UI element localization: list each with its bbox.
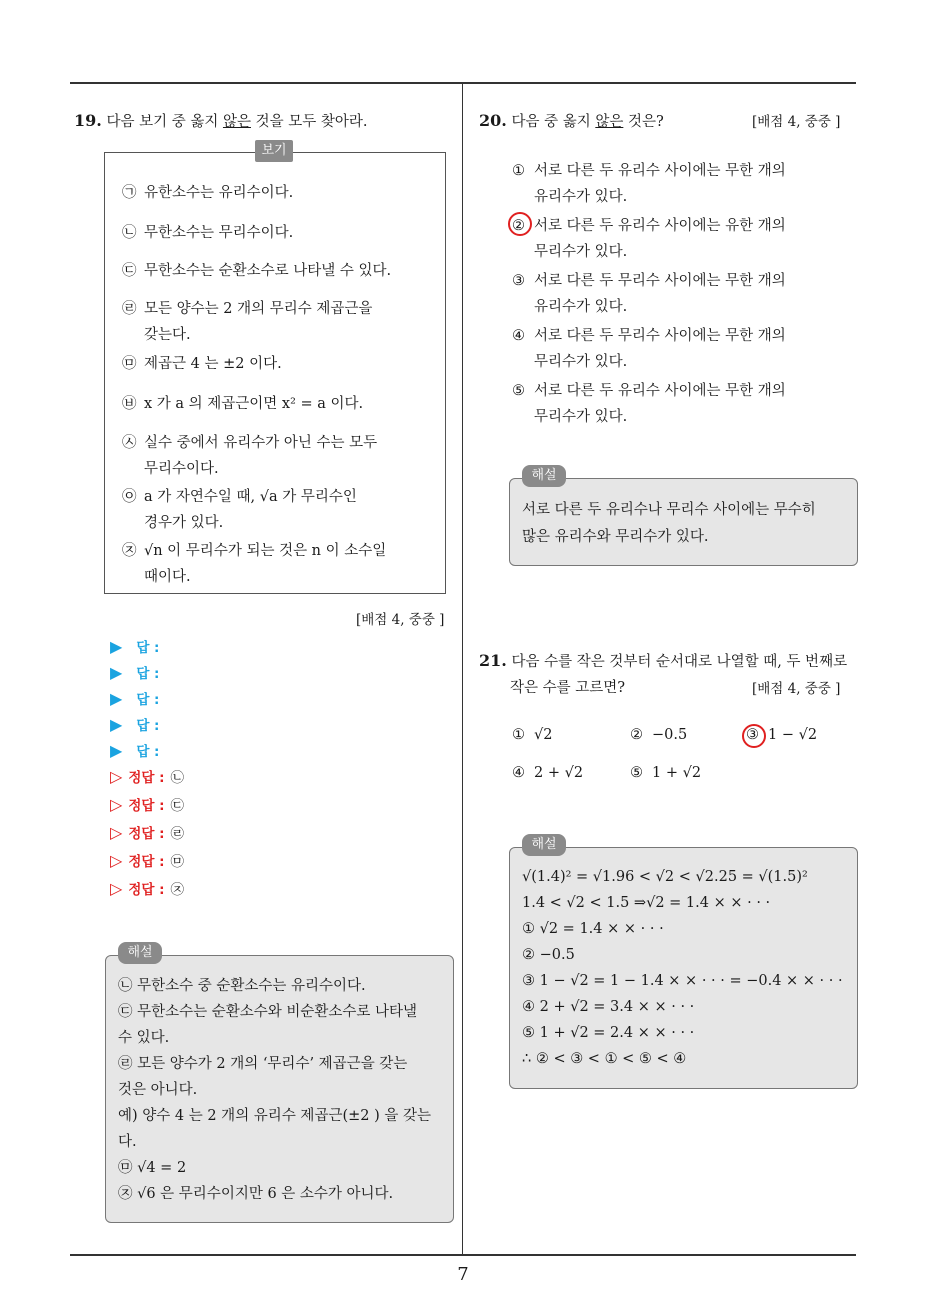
q21-text1: 다음 수를 작은 것부터 순서대로 나열할 때, 두 번째로 [506, 654, 848, 670]
q19-text-post: 것을 모두 찾아라. [250, 114, 368, 130]
q21-option-value: √2 [534, 727, 553, 743]
q20-option-mark: ② [512, 218, 525, 234]
q19-explanation-label: 해설 [118, 942, 162, 964]
bogi-item-mark: ㉢ [122, 263, 137, 279]
solution-label: 정답 : [128, 798, 165, 814]
q19-explanation-line: 것은 아니다. [118, 1082, 198, 1098]
q21-option-value: 1 + √2 [652, 765, 702, 781]
bogi-item-mark: ㉥ [122, 396, 137, 412]
q19-score: [배점 4, 중중 ] [356, 612, 445, 628]
bogi-item-line2: 때이다. [144, 569, 191, 585]
q20-text-pre: 다음 중 옳지 [506, 114, 596, 130]
q20-option-mark: ① [512, 163, 525, 179]
q19-explanation-line: ㉨ √6 은 무리수이지만 6 은 소수가 아니다. [118, 1186, 394, 1202]
bogi-item-mark: ㉨ [122, 543, 137, 559]
solution-value: ㉡ [170, 770, 184, 786]
bogi-item-line1: 무한소수는 순환소수로 나타낼 수 있다. [144, 263, 392, 279]
solution-label: 정답 : [128, 826, 165, 842]
answer-arrow-icon: ▶ [110, 741, 123, 760]
q20-question [479, 110, 664, 131]
bogi-item-mark: ㉦ [122, 435, 137, 451]
solution-value: ㉨ [170, 882, 184, 898]
q20-option-line1: 서로 다른 두 유리수 사이에는 유한 개의 [534, 218, 786, 234]
q21-selected-circle [742, 724, 766, 748]
answer-arrow-icon: ▶ [110, 715, 123, 734]
answer-arrow-icon: ▶ [110, 637, 123, 656]
q20-score: [배점 4, 중중 ] [752, 114, 841, 130]
q20-explanation-label: 해설 [522, 465, 566, 487]
q21-option-value: 2 + √2 [534, 765, 584, 781]
q19-explanation-line: 다. [118, 1134, 137, 1150]
q19-text-pre: 다음 보기 중 옳지 [101, 114, 223, 130]
q21-option-mark: ① [512, 727, 525, 743]
bogi-item-line1: x 가 a 의 제곱근이면 x² = a 이다. [144, 396, 364, 412]
solution-label: 정답 : [128, 882, 165, 898]
solution-value: ㉣ [170, 826, 184, 842]
q20-option-line2: 무리수가 있다. [534, 409, 628, 425]
q20-explanation-line: 많은 유리수와 무리수가 있다. [522, 529, 709, 545]
answer-arrow-icon: ▶ [110, 689, 123, 708]
bogi-item [122, 351, 282, 377]
bogi-item-line1: √n 이 무리수가 되는 것은 n 이 소수일 [144, 543, 387, 559]
bogi-item-line1: 제곱근 4 는 ±2 이다. [144, 356, 282, 372]
q19-question [74, 110, 367, 131]
q20-explanation-line: 서로 다른 두 유리수나 무리수 사이에는 무수히 [522, 502, 816, 518]
bogi-item-line2: 무리수이다. [144, 461, 219, 477]
q21-explanation-line: ④ 2 + √2 = 3.4 × × · · · [522, 999, 695, 1015]
solution-value: ㉤ [170, 854, 184, 870]
bogi-item [122, 220, 293, 246]
q19-number: 19. [74, 111, 102, 130]
q20-option [512, 268, 786, 320]
solution-row [110, 878, 184, 898]
q21-explanation-line: √(1.4)² = √1.96 < √2 < √2.25 = √(1.5)² [522, 869, 808, 885]
bogi-item-line1: 모든 양수는 2 개의 무리수 제곱근을 [144, 301, 373, 317]
bottom-rule [70, 1254, 856, 1256]
q20-option-line1: 서로 다른 두 유리수 사이에는 무한 개의 [534, 383, 786, 399]
solution-row [110, 822, 184, 842]
q21-explanation-line: ① √2 = 1.4 × × · · · [522, 921, 664, 937]
q21-option [630, 762, 701, 784]
q21-number: 21. [479, 651, 507, 670]
solution-arrow-icon: ▷ [110, 767, 123, 786]
q20-option-line2: 무리수가 있다. [534, 244, 628, 260]
q21-question-line1 [479, 650, 847, 671]
bogi-item-mark: ㉡ [122, 225, 137, 241]
q21-score: [배점 4, 중중 ] [752, 681, 841, 697]
solution-label: 정답 : [128, 770, 165, 786]
bogi-item [122, 391, 363, 417]
solution-arrow-icon: ▷ [110, 823, 123, 842]
q21-option [512, 762, 583, 784]
answer-arrow-icon: ▶ [110, 663, 123, 682]
q19-explanation-line: ㉤ √4 = 2 [118, 1160, 187, 1176]
q21-explanation-line: ∴ ② < ③ < ① < ⑤ < ④ [522, 1051, 687, 1067]
q21-explanation-line: ② −0.5 [522, 947, 575, 963]
q21-option-mark: ④ [512, 765, 525, 781]
bogi-item-line1: 유한소수는 유리수이다. [144, 185, 294, 201]
q21-explanation-line: ⑤ 1 + √2 = 2.4 × × · · · [522, 1025, 695, 1041]
bogi-item-mark: ㉧ [122, 489, 137, 505]
bogi-item-mark: ㉤ [122, 356, 137, 372]
bogi-item [122, 430, 377, 482]
bogi-item-line2: 갖는다. [144, 327, 191, 343]
q20-selected-circle [508, 212, 532, 236]
bogi-item-line1: a 가 자연수일 때, √a 가 무리수인 [144, 489, 357, 505]
answer-label: 답 : [136, 718, 160, 734]
q21-option-mark: ② [630, 727, 643, 743]
q20-option [512, 213, 786, 265]
q20-option [512, 323, 786, 375]
q19-explanation-line: ㉡ 무한소수 중 순환소수는 유리수이다. [118, 978, 366, 994]
q20-option-line2: 유리수가 있다. [534, 299, 628, 315]
solution-row [110, 766, 184, 786]
q21-option-value: −0.5 [652, 727, 688, 743]
page-number: 7 [457, 1264, 469, 1285]
q19-explanation-line: 예) 양수 4 는 2 개의 유리수 제곱근(±2 ) 을 갖는 [118, 1108, 431, 1124]
solution-label: 정답 : [128, 854, 165, 870]
solution-arrow-icon: ▷ [110, 879, 123, 898]
q20-option-mark: ⑤ [512, 383, 525, 399]
q19-text-underlined: 않은 [222, 114, 251, 130]
bogi-item [122, 296, 372, 348]
answer-label: 답 : [136, 666, 160, 682]
q20-option [512, 378, 786, 430]
answer-row [110, 662, 159, 682]
bogi-item [122, 258, 391, 284]
q20-option-mark: ④ [512, 328, 525, 344]
q21-option [512, 724, 552, 746]
q21-explanation-label: 해설 [522, 834, 566, 856]
q20-text-post: 것은? [623, 114, 664, 130]
q20-option-line2: 무리수가 있다. [534, 354, 628, 370]
bogi-item-line2: 경우가 있다. [144, 515, 224, 531]
answer-row [110, 688, 159, 708]
solution-value: ㉢ [170, 798, 184, 814]
answer-label: 답 : [136, 744, 160, 760]
answer-label: 답 : [136, 692, 160, 708]
q20-explanation-box [509, 478, 858, 566]
q21-option-mark: ⑤ [630, 765, 643, 781]
answer-label: 답 : [136, 640, 160, 656]
answer-row [110, 636, 159, 656]
q20-number: 20. [479, 111, 507, 130]
bogi-item [122, 180, 293, 206]
bogi-item [122, 484, 357, 536]
bogi-label: 보기 [255, 140, 293, 162]
bogi-item-mark: ㉠ [122, 185, 137, 201]
bogi-item-line1: 무한소수는 무리수이다. [144, 225, 294, 241]
solution-row [110, 850, 184, 870]
q20-option [512, 158, 786, 210]
q20-option-line1: 서로 다른 두 무리수 사이에는 무한 개의 [534, 273, 786, 289]
q19-explanation-line: ㉣ 모든 양수가 2 개의 ‘무리수’ 제곱근을 갖는 [118, 1056, 408, 1072]
solution-arrow-icon: ▷ [110, 795, 123, 814]
q21-explanation-line: ③ 1 − √2 = 1 − 1.4 × × · · · = −0.4 × × · · · [522, 973, 843, 989]
q20-option-line2: 유리수가 있다. [534, 189, 628, 205]
q20-text-underlined: 않은 [595, 114, 624, 130]
answer-row [110, 740, 159, 760]
q21-question-line2: 작은 수를 고르면? [510, 680, 626, 696]
q20-option-line1: 서로 다른 두 무리수 사이에는 무한 개의 [534, 328, 786, 344]
bogi-item [122, 538, 386, 590]
q20-option-mark: ③ [512, 273, 525, 289]
solution-arrow-icon: ▷ [110, 851, 123, 870]
q19-explanation-line: 수 있다. [118, 1030, 170, 1046]
bogi-item-mark: ㉣ [122, 301, 137, 317]
q21-explanation-line: 1.4 < √2 < 1.5 ⇒√2 = 1.4 × × · · · [522, 895, 771, 911]
q20-option-line1: 서로 다른 두 유리수 사이에는 무한 개의 [534, 163, 786, 179]
q21-option-value: 1 − √2 [768, 727, 818, 743]
column-divider [462, 82, 463, 1254]
q21-option-mark: ③ [746, 727, 759, 743]
q19-explanation-line: ㉢ 무한소수는 순환소수와 비순환소수로 나타낼 [118, 1004, 418, 1020]
solution-row [110, 794, 184, 814]
bogi-item-line1: 실수 중에서 유리수가 아닌 수는 모두 [144, 435, 378, 451]
q21-option [630, 724, 687, 746]
answer-row [110, 714, 159, 734]
